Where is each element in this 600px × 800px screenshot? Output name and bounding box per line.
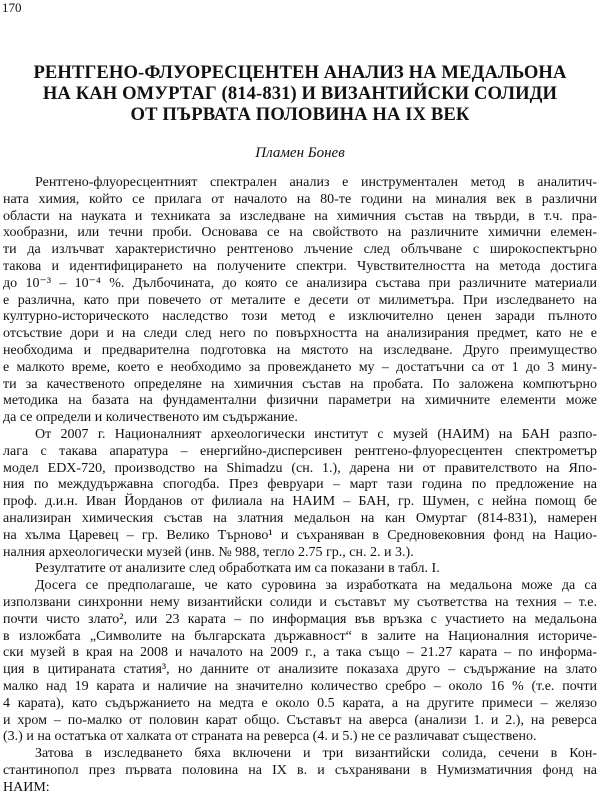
paragraph-line: Досега се предполагаше, че като суровина за изработката на медальона може да са [35,578,597,594]
paragraph-line: почти чисто злато², или 23 карата – по информация във връзка с участието на медальона [3,611,597,627]
paragraph-line: ната химия, който се прилага от началото на 80-те години на миналия век в различни [3,191,597,207]
paragraph-line: (3.) и на остатъка от халката от страната на реверса (4. и 5.) не се различават съществено. [3,729,537,745]
title-line: ОТ ПЪРВАТА ПОЛОВИНА НА IX ВЕК [130,104,470,125]
paragraph-line: анализиран химическия състав на златния медальон на кан Омуртаг (814-831), намерен [3,510,597,526]
paragraph-line: Затова в изследването бяха включени и три византийски солида, сечени в Кон- [35,746,597,762]
paragraph-line: ти да излъчват характеристично рентгеново лъчение след облъчване с широкоспектърно [3,242,597,258]
paragraph [3,561,597,578]
paragraph-line: методика на базата на фундаментални физични параметри на химичните елементи може [3,393,597,409]
paragraph-line: е различна, като при повечето от металите е десети от милиметъра. При изследването на [3,292,597,308]
title-line: НА КАН ОМУРТАГ (814-831) И ВИЗАНТИЙСКИ СОЛИДИ [42,83,558,104]
paragraph-line: Резултатите от анализите след обработката им са показани в табл. I. [35,561,440,577]
paragraph-line: проф. д.и.н. Иван Йорданов от филиала на НАИМ – БАН, гр. Шумен, с нейна помощ бе [3,494,597,510]
title-line: РЕНТГЕНО-ФЛУОРЕСЦЕНТЕН АНАЛИЗ НА МЕДАЛЬОНА [33,62,567,83]
paragraph [3,175,597,427]
paragraph-line: използвани синхронни нему византийски солиди и съставът му съответства на техния – т.е. [3,594,597,610]
paragraph-line: НАИМ: [3,779,50,795]
paragraph-line: културно-историческото наследство този метод е изключително ценен заради пълното [3,309,597,325]
paragraph-line: да се определи и количественото им съдържание. [3,410,298,426]
paragraph-line: стантинопол през първата половина на IX в. и съхранявани в Нумизматичния фонд на [3,762,597,778]
paragraph-line: на хълма Царевец – гр. Велико Търново¹ и съхраняван в Средновековния фонд на Нацио- [3,527,597,543]
paragraph-line: ти за качественото определяне на химичния състав на пробата. По заложена компютърно [3,376,597,392]
paragraph-line: лага с такава апаратура – енергийно-дисперсивен рентгено-флуоресцентен спектрометър [3,443,597,459]
paragraph-line: ния по междудържавна спогодба. През февруари – март тази година по предложение на [3,477,597,493]
paragraph-line: 4 карата), като съдържанието на медта е около 0.5 карата, а на другите примеси – желязо [3,695,597,711]
paragraph-line: налния археологически музей (инв. № 988, тегло 2.75 гр., сн. 2. и 3.). [3,544,414,560]
paragraph-line: Рентгено-флуоресцентният спектрален анализ е инструментален метод в аналитич- [35,175,597,190]
paragraph-line: в изложбата „Символите на българската държавност“ в залите на Националния историче- [3,628,597,644]
paragraph-line: такова и идентифицирането на получените спектри. Чувствителността на метода достига [3,258,597,274]
article-title [0,62,600,125]
paragraph-line: е малкото време, което е необходимо за провеждането му – достатъчни са от 1 до 3 мину- [3,359,597,375]
paragraph-line: малко над 19 карата и наличие на значително количество сребро – около 16 % (т.е. почти [3,678,597,694]
paragraph-line: ция в цитираната статия³, но данните от анализите показаха друго – съдържание на злато [3,662,597,678]
article-body [3,175,597,796]
paragraph [3,578,597,746]
paragraph-line: области на науката и техниката за изследване на химичния състав на твърди, в т.ч. пра- [3,208,597,224]
paragraph-line: и хром – по-малко от половин карат общо. Съставът на аверса (анализи 1. и 2.), на реверса [3,712,597,728]
paragraph [3,746,597,796]
paragraph-line: От 2007 г. Националният археологически институт с музей (НАИМ) на БАН разпо- [35,426,597,442]
paragraph-line: до 10⁻³ – 10⁻⁴ %. Дълбочината, до която се анализира състава при различните материали [3,275,597,291]
paragraph-line: ски музей в края на 2008 и началото на 2009 г., а така също – 21.27 карата – по информа- [3,645,597,661]
author-name: Пламен Бонев [255,145,345,161]
paragraph-line: хообразни, или течни проби. Основава се на свойството на различните химични елемен- [3,225,597,241]
paragraph-line: отсъствие дори и на следи след него по повърхността на анализирания предмет, като не е [3,326,597,342]
page-number: 170 [2,0,22,15]
paragraph-line: модел EDX-720, производство на Shimadzu (сн. 1.), дарена ни от правителството на Япо- [3,460,597,476]
paragraph [3,427,597,561]
paragraph-line: необходима и предварителна подготовка на мястото на изследване. Друго преимущество [3,342,597,358]
